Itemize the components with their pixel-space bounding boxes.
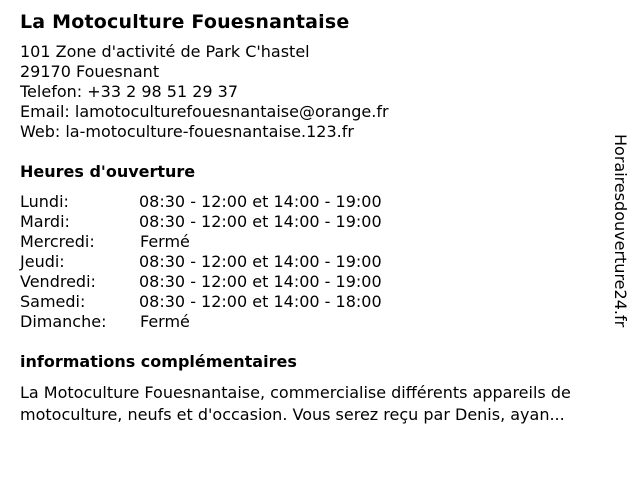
day-label: Dimanche: [20, 312, 107, 331]
hours-row-dimanche [20, 312, 615, 332]
hours-heading: Heures d'ouverture [20, 162, 196, 181]
day-label: Mercredi: [20, 232, 95, 251]
business-name: La Motoculture Fouesnantaise [20, 11, 350, 33]
hours-row-samedi [20, 292, 615, 312]
day-hours: 08:30 - 12:00 et 14:00 - 19:00 [139, 212, 382, 231]
business-card [20, 10, 615, 426]
day-label: Mardi: [20, 212, 70, 231]
info-heading: informations complémentaires [20, 352, 297, 371]
hours-row-mercredi [20, 232, 615, 252]
address-line-1: 101 Zone d'activité de Park C'hastel [20, 42, 310, 61]
day-label: Vendredi: [20, 272, 96, 291]
day-hours: 08:30 - 12:00 et 14:00 - 19:00 [139, 272, 382, 291]
phone-line: Telefon: +33 2 98 51 29 37 [20, 82, 239, 101]
day-hours: 08:30 - 12:00 et 14:00 - 19:00 [139, 252, 382, 271]
web-line: Web: la-motoculture-fouesnantaise.123.fr [20, 122, 354, 141]
day-hours: Fermé [140, 232, 190, 251]
day-label: Lundi: [20, 192, 69, 211]
day-hours: Fermé [140, 312, 190, 331]
address-line-2: 29170 Fouesnant [20, 62, 160, 81]
day-label: Samedi: [20, 292, 86, 311]
hours-row-lundi [20, 192, 615, 212]
side-brand-text: Horairesdouverture24.fr [611, 134, 630, 328]
email-line: Email: lamotoculturefouesnantaise@orange.fr [20, 102, 389, 121]
day-label: Jeudi: [20, 252, 65, 271]
day-hours: 08:30 - 12:00 et 14:00 - 18:00 [139, 292, 382, 311]
hours-row-vendredi [20, 272, 615, 292]
info-description: La Motoculture Fouesnantaise, commercialise différents appareils de motoculture, neufs et d'occasion. Vous serez reçu par Denis, ayan... [20, 383, 571, 424]
hours-table [20, 192, 615, 332]
hours-row-mardi [20, 212, 615, 232]
hours-row-jeudi [20, 252, 615, 272]
day-hours: 08:30 - 12:00 et 14:00 - 19:00 [139, 192, 382, 211]
